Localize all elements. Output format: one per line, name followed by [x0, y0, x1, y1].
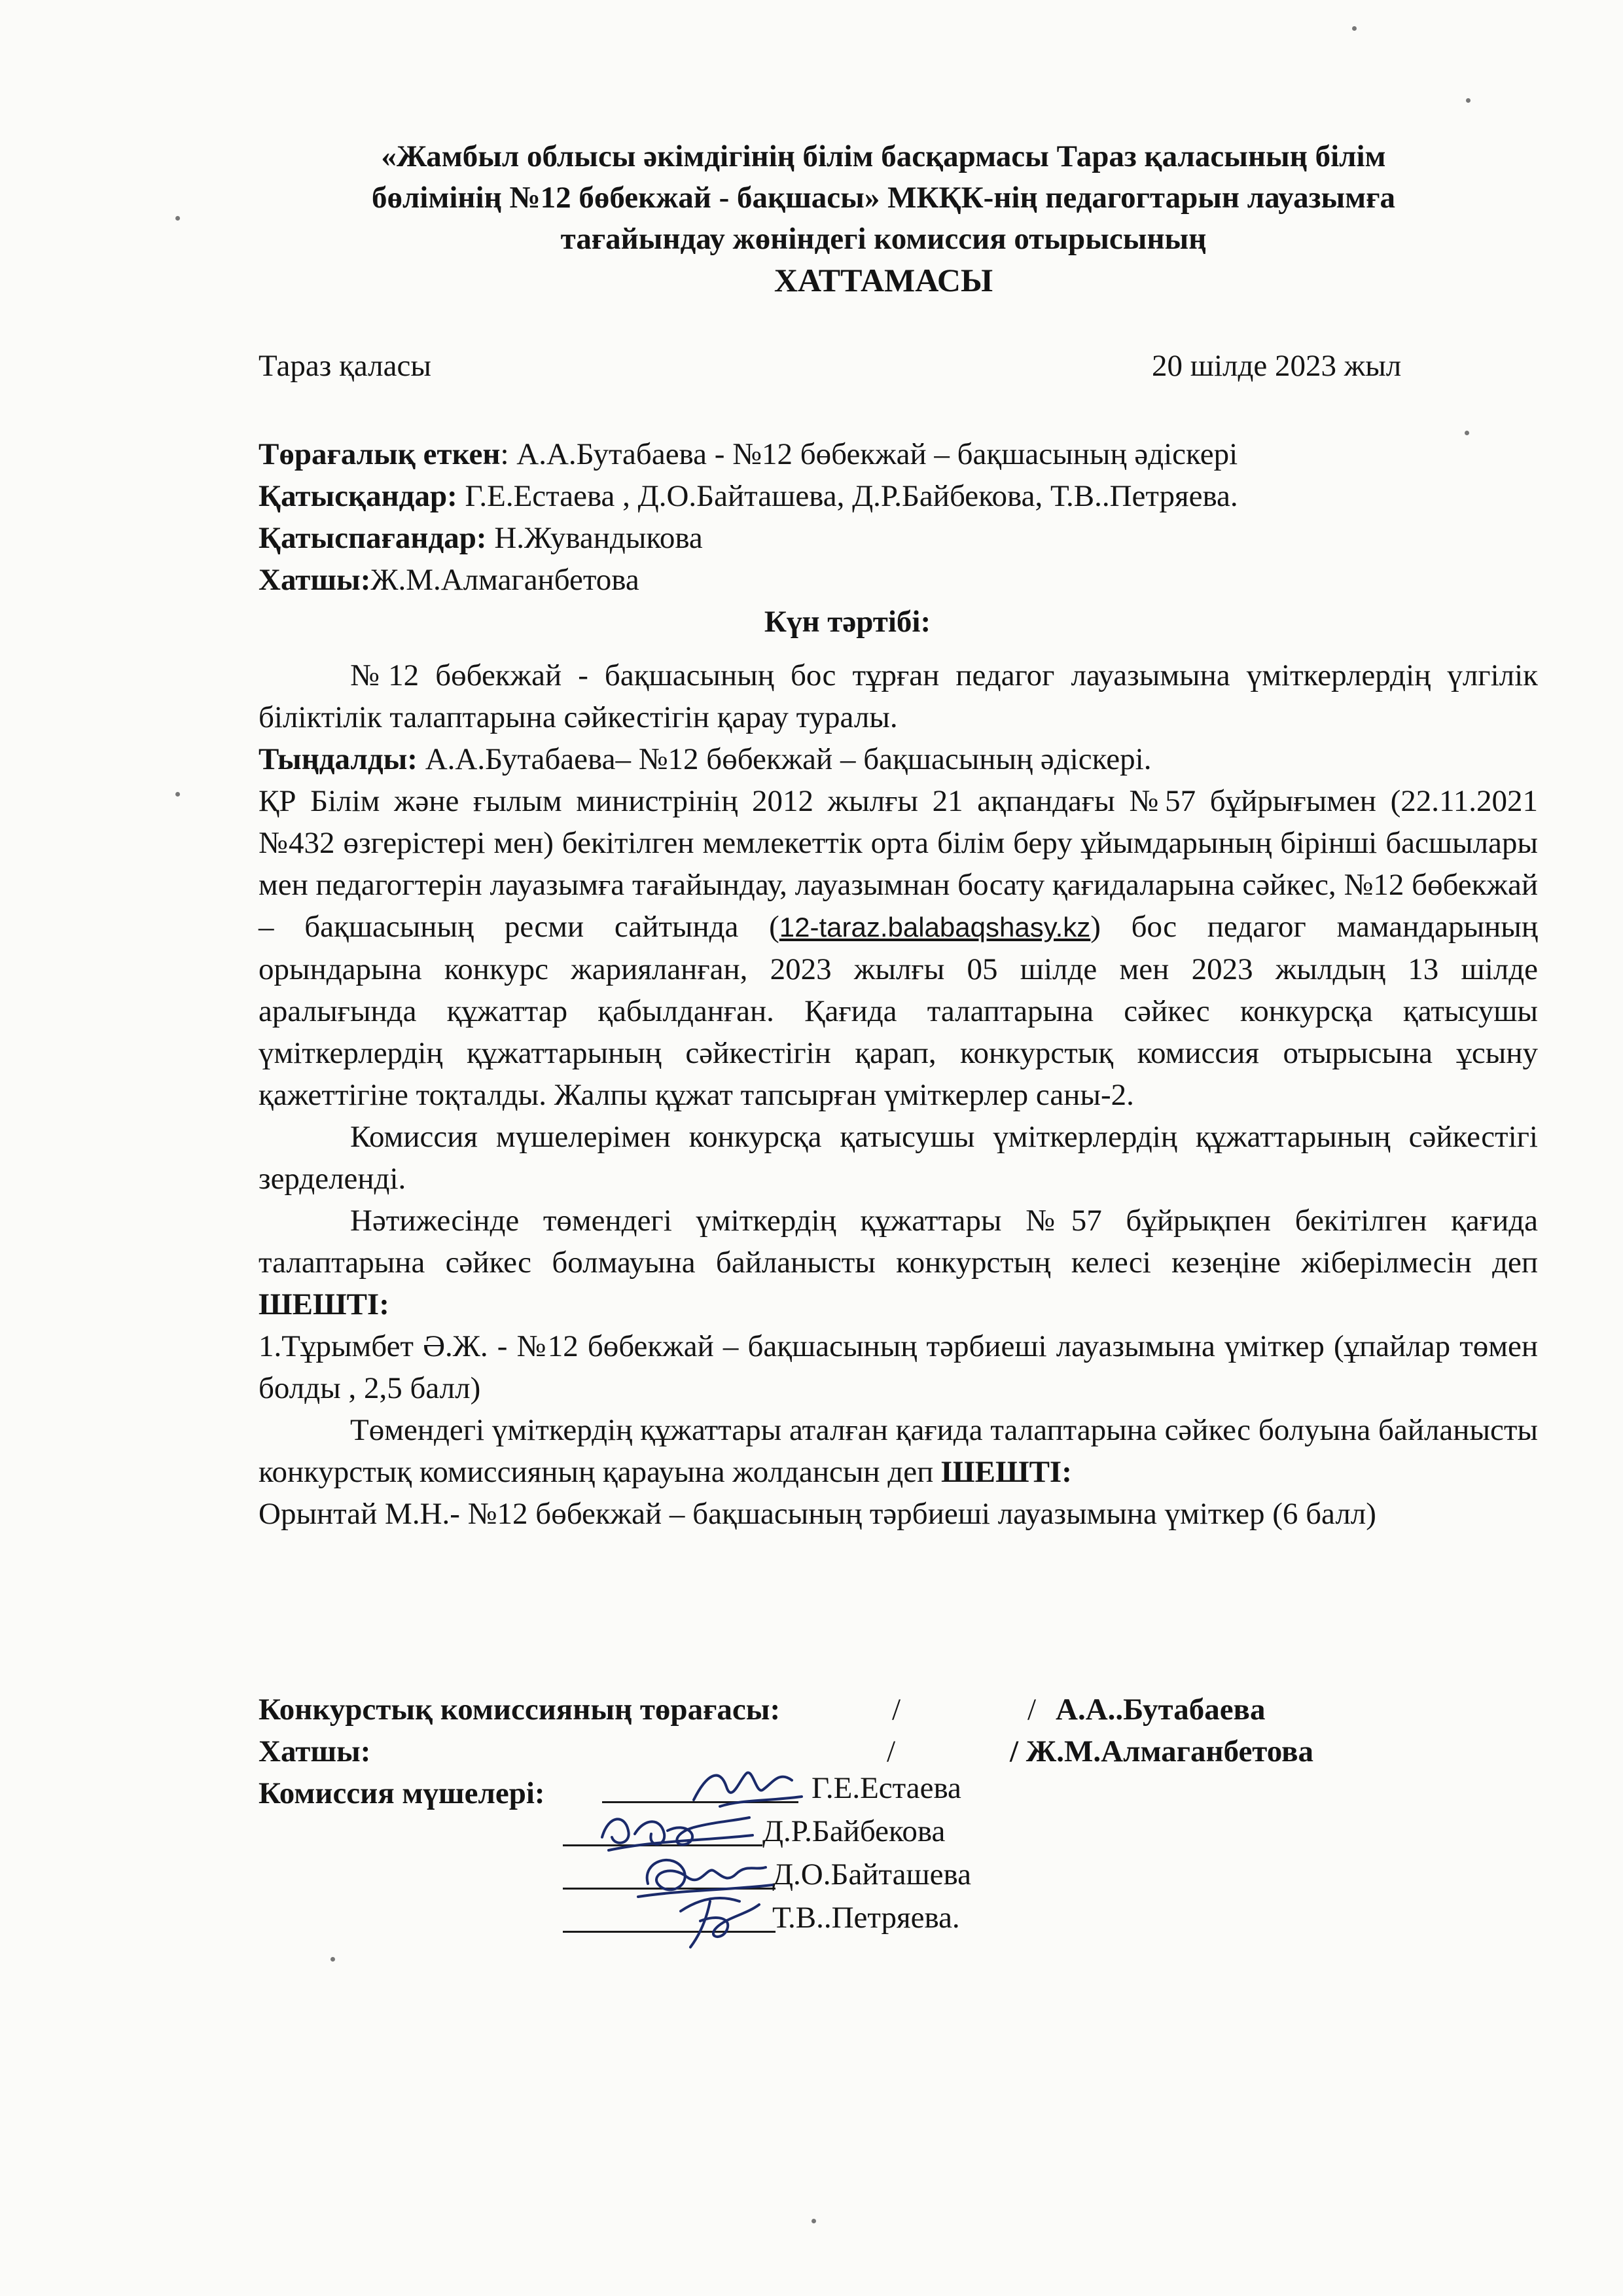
paragraph-4 [259, 1409, 1538, 1493]
heard-value: А.А.Бутабаева– №12 бөбекжай – бақшасының әдіскері. [417, 742, 1152, 776]
member-name-2: Д.Р.Байбекова [762, 1814, 946, 1848]
agenda-text: №12 бөбекжай - бақшасының бос тұрған педагог лауазымына үміткерлердің үлгілік біліктілік талаптарына сәйкестігін қарау туралы. [259, 658, 1538, 734]
present-line [259, 475, 1502, 517]
chair-label: Төрағалық еткен [259, 437, 501, 471]
present-value: Г.Е.Естаева , Д.О.Байташева, Д.Р.Байбекова, Т.В..Петряева. [457, 479, 1238, 513]
meeting-meta [259, 433, 1502, 643]
paragraph-4-text: Төмендегі үміткердің құжаттары аталған қағида талаптарына сәйкес болуына байланысты конкурстық комиссияның қарауына жолдансын деп [259, 1413, 1538, 1489]
secretary-signature-label: Хатшы: [259, 1734, 371, 1768]
site-link[interactable]: 12-taraz.balabaqshasy.kz [779, 912, 1091, 942]
paragraph-2: Комиссия мүшелерімен конкурсқа қатысушы үміткерлердің құжаттарының сәйкестігі зерделенді. [259, 1120, 1538, 1196]
scan-speck [1466, 98, 1471, 103]
decision-label-2: ШЕШТІ: [941, 1455, 1072, 1489]
paragraph-3-text: Нәтижесінде төмендегі үміткердің құжаттары №57 бұйрықпен бекітілген қағида талаптарына сәйкес болмауына байланысты конкурстың келесі кезеңіне жіберілмесін деп [259, 1204, 1538, 1280]
secretary-label: Хатшы: [259, 563, 371, 597]
document-title: ХАТТАМАСЫ [774, 262, 993, 298]
scan-speck [175, 216, 180, 221]
chair-signature-row [259, 1689, 1535, 1731]
secretary-signature-row [259, 1731, 1535, 1772]
member-name-3: Д.О.Байташева [772, 1857, 971, 1892]
heard-label: Тыңдалды: [259, 742, 418, 776]
members-label: Комиссия мүшелері: [259, 1776, 545, 1810]
secretary-signature-name: / Ж.М.Алмаганбетова [1010, 1734, 1313, 1768]
scan-speck [175, 792, 180, 797]
paragraph-1-text-b: ) бос педагог мамандарының орындарына конкурс жарияланған, 2023 жылғы 05 шілде мен 2023 жылдың 13 шілде аралығында құжаттар қабылданған. Қағида талаптарына сәйкес конкурсқа қатысушы үміткерлердің құжаттарының сәйкестігін қарап, конкурстық комиссия отырысына ұсыну қажеттігіне тоқталды. Жалпы құжат тапсырған үміткерлер саны-2. [259, 910, 1538, 1112]
absent-label: Қатыспағандар: [259, 521, 487, 555]
handwritten-signature-4 [661, 1885, 779, 1957]
decision-item-2: Орынтай М.Н.- №12 бөбекжай – бақшасының тәрбиеші лауазымына үміткер (6 балл) [259, 1497, 1376, 1531]
chair-value: : А.А.Бутабаева - №12 бөбекжай – бақшасының әдіскері [500, 437, 1238, 471]
paragraph-1 [259, 780, 1538, 1116]
chair-signature-name: А.А..Бутабаева [1056, 1693, 1266, 1727]
absent-line [259, 517, 1502, 559]
absent-value: Н.Жувандыкова [486, 521, 703, 555]
chair-signature-label: Конкурстық комиссияның төрағасы: [259, 1693, 781, 1727]
scan-speck [1352, 26, 1357, 31]
member-name-1: Г.Е.Естаева [812, 1771, 961, 1805]
scan-speck [812, 2219, 816, 2223]
chair-line [259, 433, 1502, 475]
decision-item-1: 1.Тұрымбет Ә.Ж. - №12 бөбекжай – бақшасының тәрбиеші лауазымына үміткер (ұпайлар төмен болды , 2,5 балл) [259, 1329, 1538, 1405]
heard-line [259, 738, 1538, 780]
decision-label-1: ШЕШТІ: [259, 1287, 389, 1321]
document-header [262, 136, 1505, 301]
slash-divider: / [887, 1734, 896, 1768]
scan-speck [330, 1957, 335, 1962]
paragraph-3 [259, 1200, 1538, 1325]
header-line-1: «Жамбыл облысы әкімдігінің білім басқармасы Тараз қаласының білім [381, 139, 1386, 173]
header-line-3: тағайындау жөніндегі комиссия отырысының [560, 222, 1207, 256]
secretary-line [259, 559, 1502, 601]
date: 20 шілде 2023 жыл [1152, 349, 1402, 383]
present-label: Қатысқандар: [259, 479, 457, 513]
slash-divider: / [892, 1693, 901, 1727]
place: Тараз қаласы [259, 349, 431, 383]
slash-divider: / [1027, 1693, 1037, 1727]
agenda-title: Күн тәртібі: [764, 605, 931, 639]
document-body [259, 655, 1538, 1535]
secretary-value: Ж.М.Алмаганбетова [370, 563, 639, 597]
scan-speck [1465, 431, 1469, 435]
header-line-2: бөлімінің №12 бөбекжай - бақшасы» МКҚК-нің педагогтарын лауазымға [371, 181, 1396, 215]
member-name-4: Т.В..Петряева. [772, 1901, 960, 1935]
paragraph-1-text-a: ҚР Білім және ғылым министрінің 2012 жылғы 21 ақпандағы №57 бұйрығымен (22.11.2021 №432 өзгерістері мен) бекітілген мемлекеттік орта білім беру ұйымдарының бірінші басшылары мен педагогтерін лауазымға тағайындау, лауазымнан босату қағидаларына сәйкес, №12 бөбекжай – бақшасының ресми сайтында ( [259, 784, 1538, 944]
